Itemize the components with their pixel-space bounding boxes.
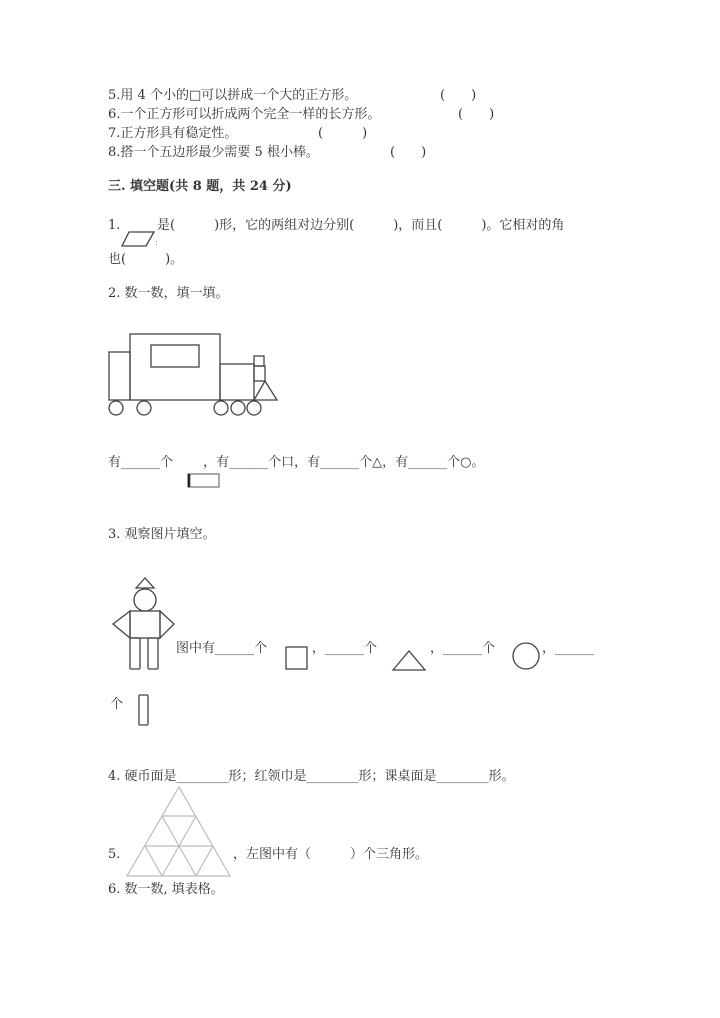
judge-text: 8.搭一个五边形最少需要 5 根小棒。 (108, 145, 319, 160)
answer-paren[interactable]: ( ) (318, 126, 368, 141)
q1-number: 1. (108, 218, 121, 233)
judge-text: 5.用 4 个小的□可以拼成一个大的正方形。 (108, 88, 358, 103)
circle-figure (512, 642, 542, 672)
q2-title: 2. 数一数，填一填。 (108, 286, 229, 301)
q3-seg4[interactable]: ，______ (542, 641, 595, 656)
answer-paren[interactable]: ( ) (440, 88, 477, 103)
q5-text[interactable]: ，左图中有（ ）个三角形。 (233, 847, 429, 862)
rectangle-tall-figure (138, 694, 152, 728)
answer-paren[interactable]: ( ) (390, 145, 427, 160)
q3-seg2[interactable]: ，______个 (312, 641, 378, 656)
answer-paren[interactable]: ( ) (458, 107, 495, 122)
q3-tail: 个 (110, 697, 124, 712)
train-figure (108, 334, 283, 419)
q3-title: 3. 观察图片填空。 (108, 527, 216, 542)
q6-text: 6. 数一数, 填表格。 (108, 882, 224, 897)
q1-text: 是( )形，它的两组对边分别( )，而且( )。它相对的角 (157, 218, 565, 233)
q4-text[interactable]: 4. 硬币面是________形；红领巾是________形；课桌面是________形。 (108, 769, 515, 784)
section-title: 三. 填空题(共 8 题，共 24 分) (108, 179, 292, 194)
triangle-grid-figure (126, 786, 232, 880)
robot-figure (110, 574, 180, 674)
triangle-figure (392, 648, 428, 673)
q5-number: 5. (108, 847, 121, 862)
judge-text: 7.正方形具有稳定性。 (108, 126, 238, 141)
q1-colon: : (155, 238, 159, 248)
judge-text: 6.一个正方形可以折成两个完全一样的长方形。 (108, 107, 381, 122)
rectangle-small-figure (187, 472, 222, 490)
parallelogram-figure (120, 230, 160, 250)
q3-seg3[interactable]: ，______个 (430, 641, 496, 656)
q1-text-2: 也( )。 (108, 252, 184, 267)
q2-fill-line[interactable]: 有______个 ，有______个口，有______个△，有______个○。 (108, 455, 485, 470)
q3-lead[interactable]: 图中有______个 (176, 641, 268, 656)
square-figure (285, 646, 310, 671)
